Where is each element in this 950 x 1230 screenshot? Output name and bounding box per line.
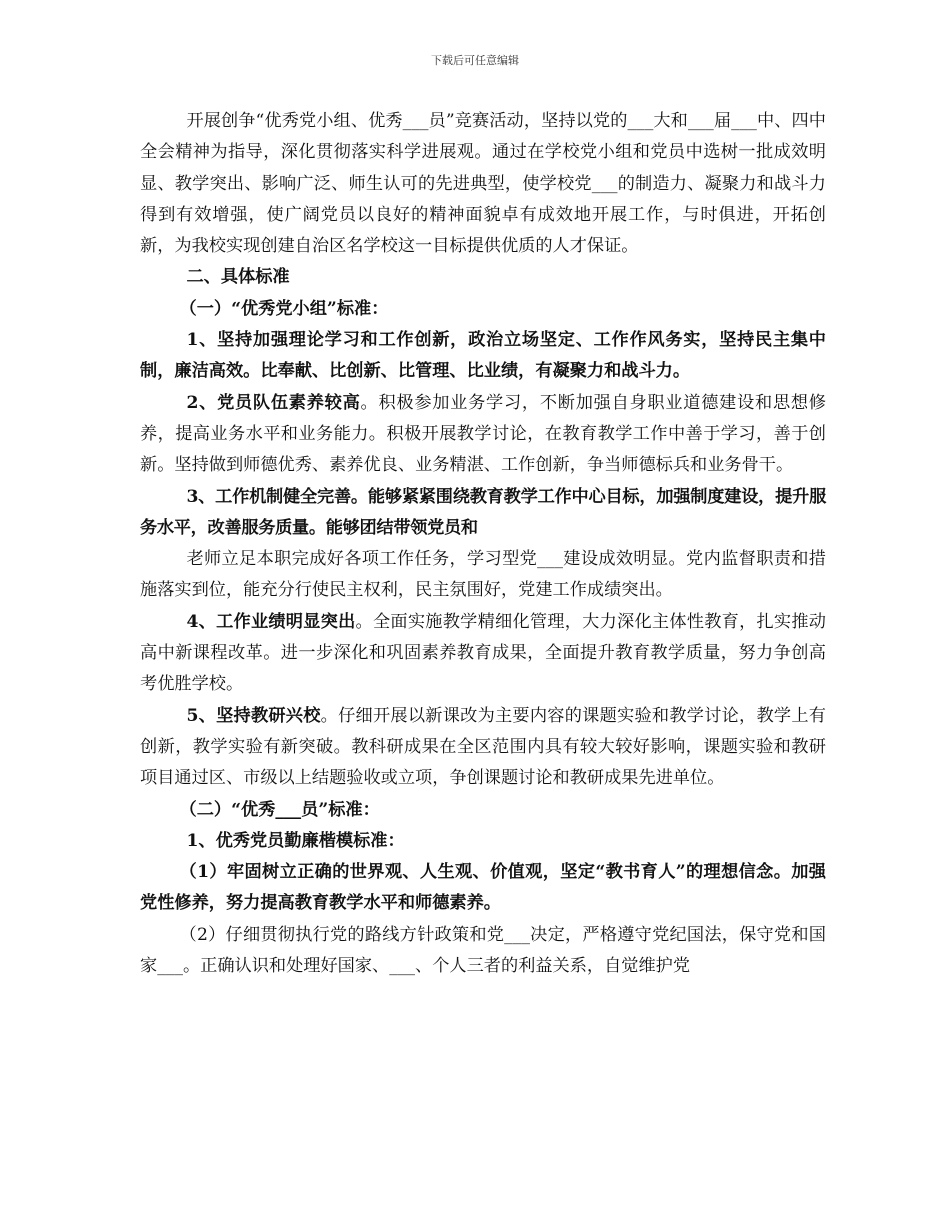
- standard-item-5: [140, 701, 826, 795]
- standard-item-3: 3、工作机制健全完善。能够紧紧围绕教育教学工作中心目标，加强制度建设，提升服务水平，改善服务质量。能够团结带领党员和: [140, 486, 826, 538]
- section-heading: 二、具体标准: [186, 267, 290, 288]
- intro-paragraph: 开展创争“优秀党小组、优秀___员”竞赛活动，坚持以党的___大和___届___中、四中全会精神为指导，深化贯彻落实科学进展观。通过在学校党小组和党员中选树一批成效明显、教学突出、影响广泛、师生认可的先进典型，使学校党___的制造力、凝聚力和战斗力得到有效增强，使广阔党员以良好的精神面貌卓有成效地开展工作，与时俱进，开拓创新，为我校实现创建自治区名学校这一目标提供优质的人才保证。: [140, 111, 826, 257]
- standard-item-4: [140, 607, 826, 701]
- document-body: [140, 106, 826, 982]
- standard-item-4-title: 4、工作业绩明显突出: [186, 611, 356, 632]
- subsection-heading-2: （二）“优秀___员”标准：: [179, 799, 380, 820]
- standard-item-3-continuation: 老师立足本职完成好各项工作任务，学习型党___建设成效明显。党内监督职责和措施落实到位，能充分行使民主权利，民主氛围好，党建工作成绩突出。: [140, 549, 826, 601]
- member-standard-point-1: （1）牢固树立正确的世界观、人生观、价值观，坚定“教书育人”的理想信念。加强党性修养，努力提高教育教学水平和师德素养。: [140, 862, 826, 914]
- standard-item-2-title: 2、党员队伍素养较高: [186, 392, 361, 413]
- page-header: 下载后可任意编辑: [431, 54, 519, 67]
- standard-item-5-title: 5、坚持教研兴校: [186, 705, 321, 726]
- member-standard-point-2: （2）仔细贯彻执行党的路线方针政策和党___决定，严格遵守党纪国法，保守党和国家___。正确认识和处理好国家、___、个人三者的利益关系，自觉维护党: [140, 924, 826, 977]
- standard-item-4-text: 。全面实施教学精细化管理，大力深化主体性教育，扎实推动高中新课程改革。进一步深化和巩固素养教育成果，全面提升教育教学质量，努力争创高考优胜学校。: [140, 611, 826, 695]
- subsection-heading: （一）“优秀党小组”标准：: [179, 298, 389, 319]
- standard-item-2-text: 。积极参加业务学习，不断加强自身职业道德建设和思想修养，提高业务水平和业务能力。积极开展教学讨论，在教育教学工作中善于学习，善于创新。坚持做到师德优秀、素养优良、业务精湛、工作创新，争当师德标兵和业务骨干。: [140, 392, 826, 476]
- subsection-item-heading: 1、优秀党员勤廉楷模标准：: [186, 830, 405, 851]
- standard-item-5-text: 。仔细开展以新课改为主要内容的课题实验和教学讨论，教学上有创新，教学实验有新突破。教科研成果在全区范围内具有较大较好影响，课题实验和教研项目通过区、市级以上结题验收或立项，争创课题讨论和教研成果先进单位。: [140, 705, 826, 789]
- standard-item-1: 1、坚持加强理论学习和工作创新，政治立场坚定、工作作风务实，坚持民主集中制，廉洁高效。比奉献、比创新、比管理、比业绩，有凝聚力和战斗力。: [140, 330, 826, 382]
- standard-item-2: [140, 388, 826, 482]
